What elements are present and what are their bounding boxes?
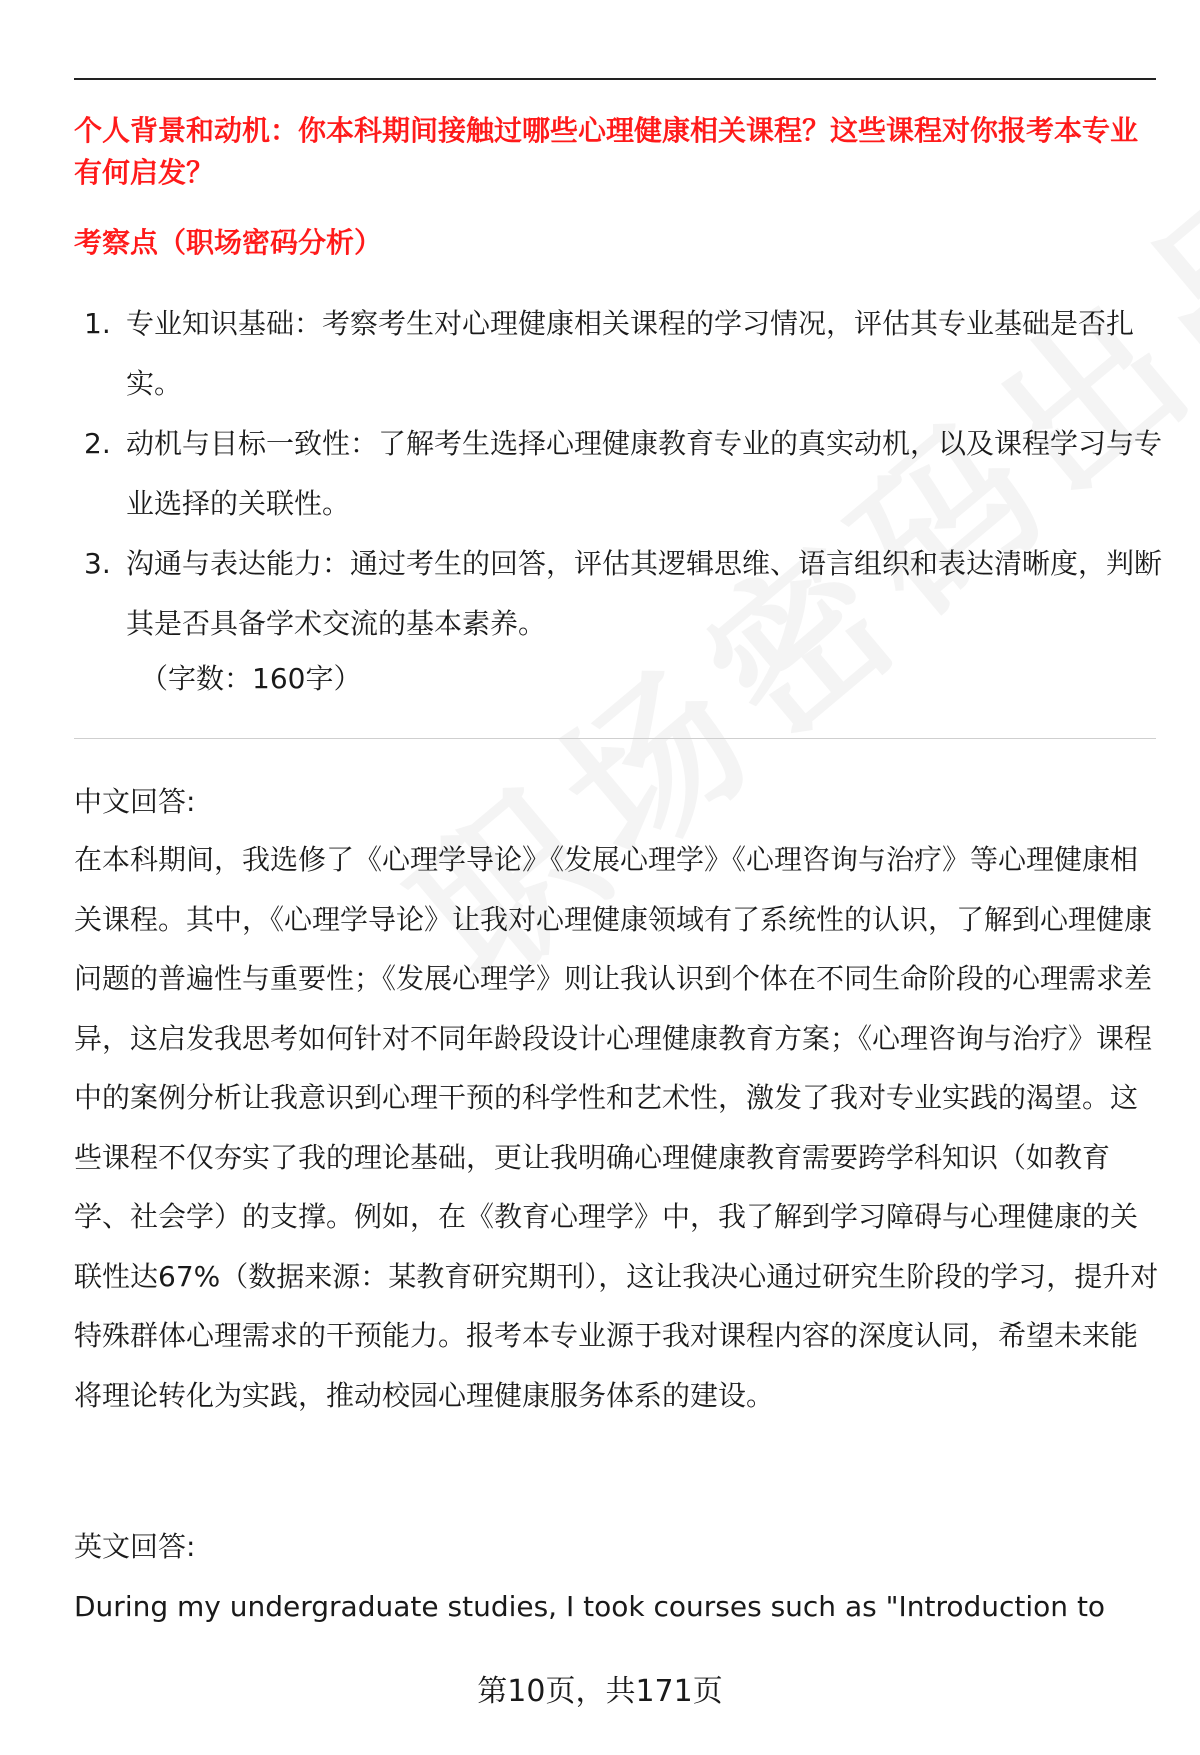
focus-heading: 考察点（职场密码分析） bbox=[74, 226, 383, 259]
list-item bbox=[74, 534, 1164, 654]
top-divider bbox=[74, 78, 1156, 80]
list-text: 动机与目标一致性：了解考生选择心理健康教育专业的真实动机，以及课程学习与专业选择的关联性。 bbox=[126, 427, 1163, 520]
list-number: 2. bbox=[84, 427, 111, 460]
list-text: 专业知识基础：考察考生对心理健康相关课程的学习情况，评估其专业基础是否扎实。 bbox=[126, 307, 1135, 400]
section-divider bbox=[74, 738, 1156, 739]
english-answer-text: During my undergraduate studies, I took courses such as "Introduction to bbox=[74, 1590, 1106, 1623]
word-count: （字数：160字） bbox=[140, 662, 362, 695]
list-item bbox=[74, 414, 1164, 534]
list-number: 3. bbox=[84, 547, 111, 580]
english-answer-label: 英文回答: bbox=[74, 1530, 196, 1563]
list-number: 1. bbox=[84, 307, 111, 340]
focus-list bbox=[74, 294, 1164, 654]
page-number: 第10页，共171页 bbox=[477, 1674, 723, 1709]
chinese-answer-text: 在本科期间，我选修了《心理学导论》《发展心理学》《心理咨询与治疗》等心理健康相关课程。其中，《心理学导论》让我对心理健康领域有了系统性的认识，了解到心理健康问题的普遍性与重要性；《发展心理学》则让我认识到个体在不同生命阶段的心理需求差异，这启发我思考如何针对不同年龄段设计心理健康教育方案；《心理咨询与治疗》课程中的案例分析让我意识到心理干预的科学性和艺术性，激发了我对专业实践的渴望。这些课程不仅夯实了我的理论基础，更让我明确心理健康教育需要跨学科知识（如教育学、社会学）的支撑。例如，在《教育心理学》中，我了解到学习障碍与心理健康的关联性达67%（数据来源：某教育研究期刊），这让我决心通过研究生阶段的学习，提升对特殊群体心理需求的干预能力。报考本专业源于我对课程内容的深度认同，希望未来能将理论转化为实践，推动校园心理健康服务体系的建设。 bbox=[74, 843, 1159, 1412]
chinese-answer-label: 中文回答: bbox=[74, 785, 196, 818]
question-heading: 个人背景和动机：你本科期间接触过哪些心理健康相关课程？这些课程对你报考本专业有何启发？ bbox=[74, 114, 1139, 189]
list-text: 沟通与表达能力：通过考生的回答，评估其逻辑思维、语言组织和表达清晰度，判断其是否具备学术交流的基本素养。 bbox=[126, 547, 1163, 640]
list-item bbox=[74, 294, 1164, 414]
